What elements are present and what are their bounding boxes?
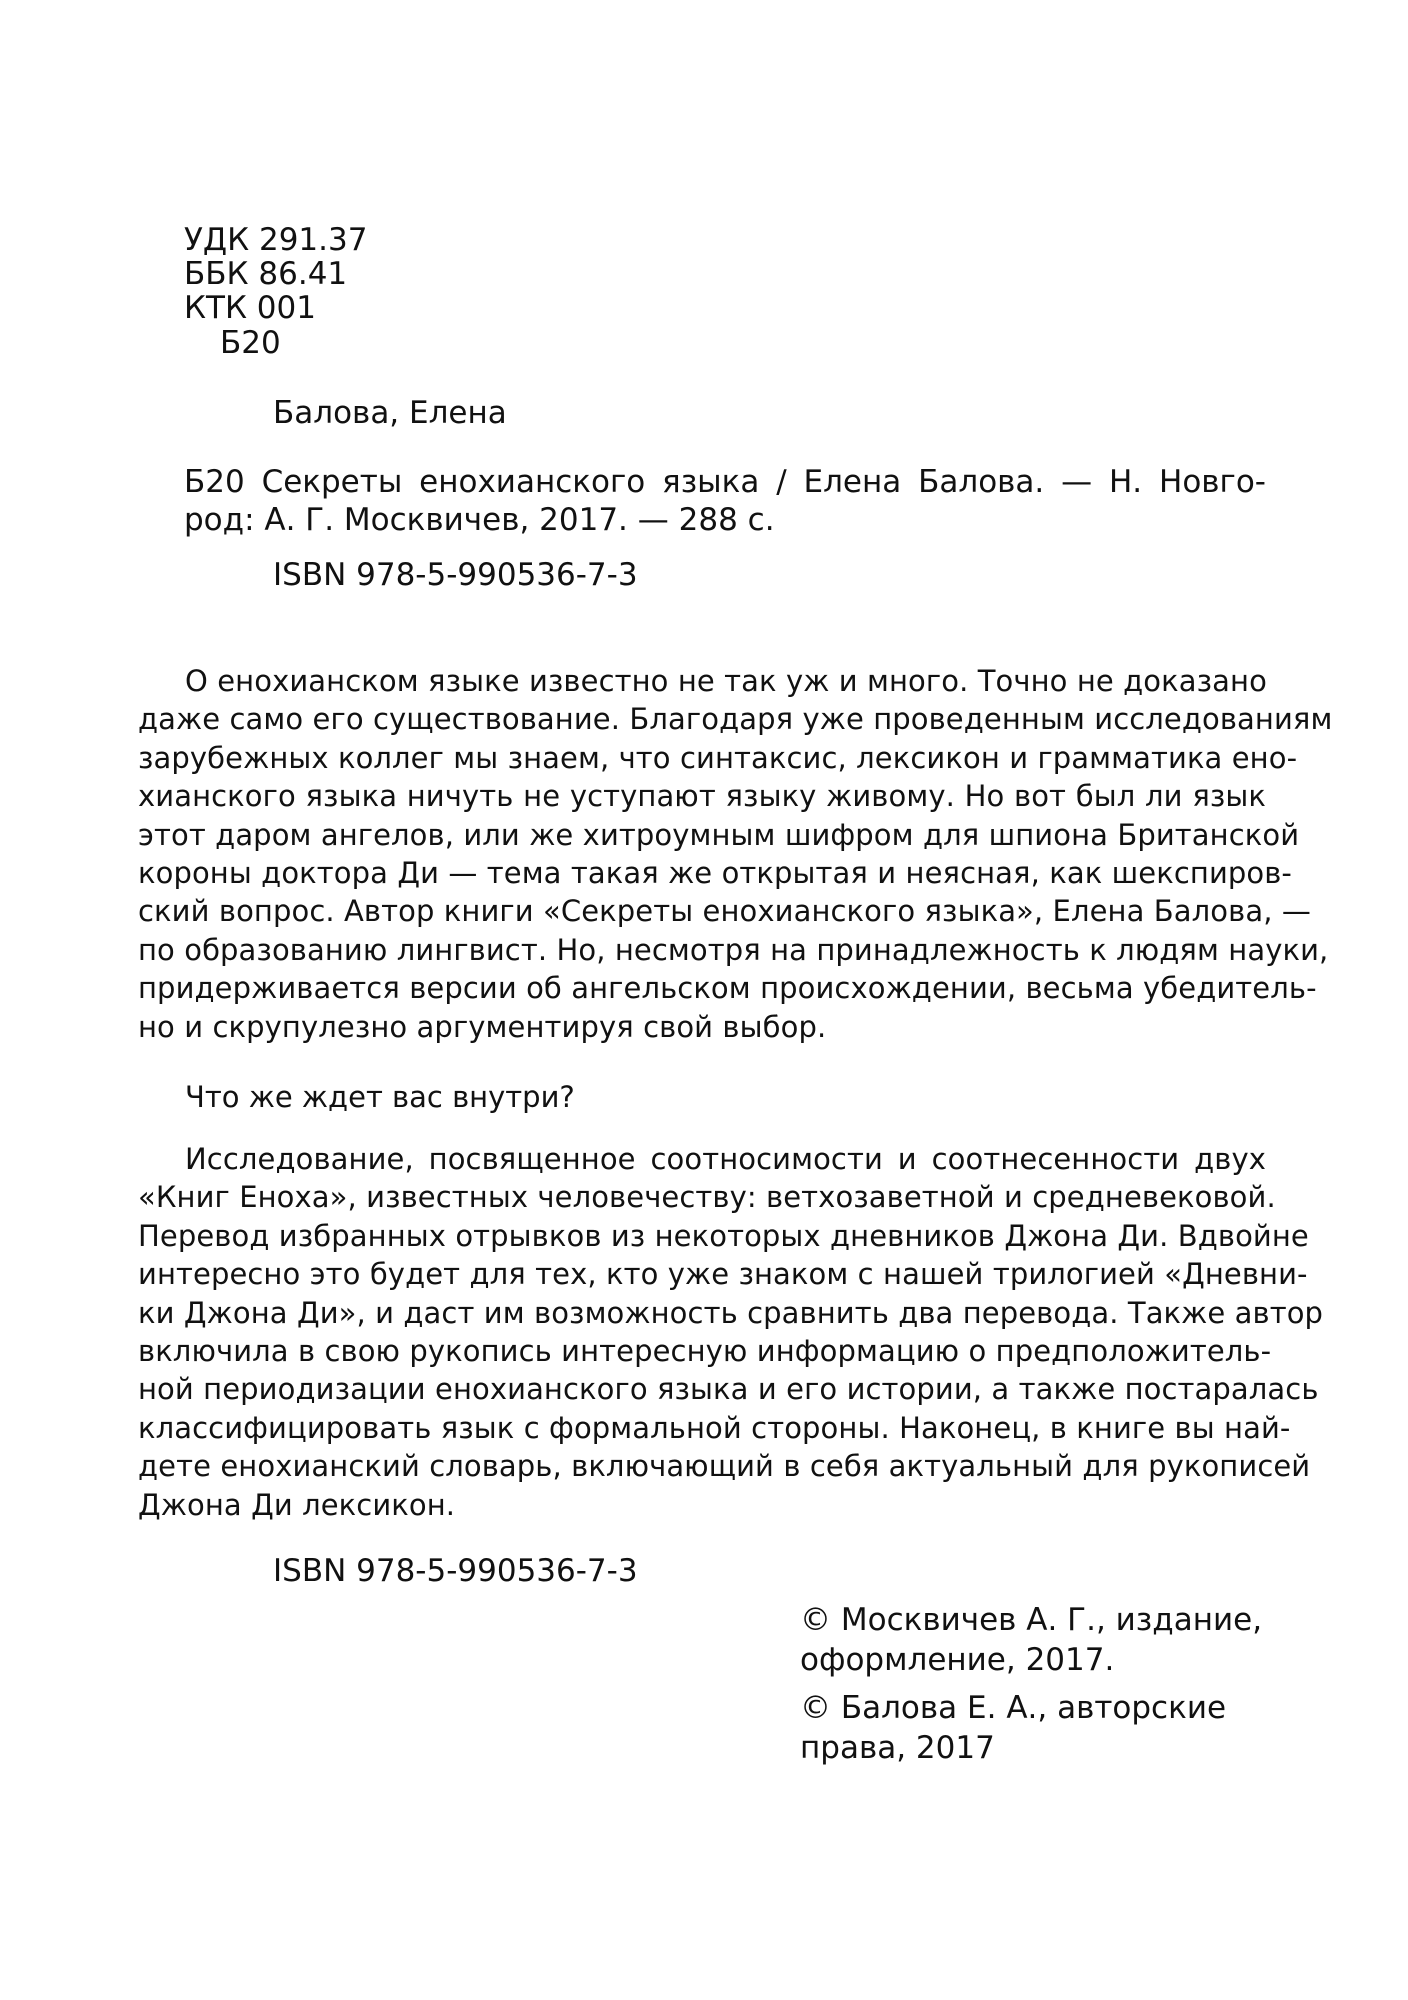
text-line: ки Джона Ди», и даст им возможность сравнить два перевода. Также автор (138, 1295, 1324, 1330)
text-line: Джона Ди лексикон. (138, 1487, 456, 1522)
isbn-record: ISBN 978-5-990536-7-3 (273, 557, 638, 593)
text-line: дете енохианский словарь, включающий в себя актуальный для рукописей (138, 1449, 1311, 1484)
ktk-code: КТК 001 (184, 290, 316, 326)
copyright-line: © Балова Е. А., авторские (800, 1690, 1227, 1726)
bib-line-2: род: А. Г. Москвичев, 2017. — 288 с. (184, 502, 775, 538)
text-line: Перевод избранных отрывков из некоторых дневников Джона Ди. Вдвойне (138, 1218, 1309, 1253)
isbn-footer: ISBN 978-5-990536-7-3 (273, 1553, 638, 1589)
copyright-author (800, 1688, 1226, 1768)
bbk-code: ББК 86.41 (184, 256, 348, 292)
text-line: классифицировать язык с формальной стороны. Наконец, в книге вы най- (138, 1410, 1291, 1445)
text-line: но и скрупулезно аргументируя свой выбор. (138, 1009, 827, 1044)
copyright-publisher (800, 1600, 1262, 1680)
annotation-paragraph-2 (138, 1140, 1324, 1524)
author-mark: Б20 (220, 325, 281, 361)
copyright-line: © Москвичев А. Г., издание, (800, 1602, 1263, 1638)
text-line: этот даром ангелов, или же хитроумным шифром для шпиона Британской (138, 817, 1300, 852)
text-line: «Книг Еноха», известных человечеству: ветхозаветной и средневековой. (138, 1180, 1276, 1215)
classification-codes (184, 222, 368, 362)
bib-line-1: Б20 Секреты енохианского языка / Елена Балова. — Н. Новго- (184, 464, 1266, 500)
author-heading: Балова, Елена (273, 395, 507, 431)
text-line: придерживается версии об ангельском происхождении, весьма убедитель- (138, 971, 1317, 1006)
text-line: Исследование, посвященное соотносимости и соотнесенности двух (185, 1142, 1266, 1176)
udk-code: УДК 291.37 (184, 222, 368, 258)
text-line: включила в свою рукопись интересную информацию о предположитель- (138, 1334, 1272, 1369)
text-line: хианского языка ничуть не уступают языку живому. Но вот был ли язык (138, 779, 1266, 814)
bibliographic-record (184, 463, 1266, 539)
copyright-line: права, 2017 (800, 1730, 995, 1766)
text-line: ский вопрос. Автор книги «Секреты енохианского языка», Елена Балова, — (138, 894, 1311, 929)
copyright-line: оформление, 2017. (800, 1642, 1115, 1678)
text-line: интересно это будет для тех, кто уже знаком с нашей трилогией «Дневни- (138, 1257, 1308, 1292)
text-line: О енохианском языке известно не так уж и много. Точно не доказано (185, 664, 1267, 698)
annotation-paragraph-1 (138, 662, 1333, 1046)
text-line: по образованию лингвист. Но, несмотря на принадлежность к людям науки, (138, 932, 1329, 967)
text-line: даже само его существование. Благодаря уже проведенным исследованиям (138, 702, 1333, 737)
text-line: короны доктора Ди — тема такая же открытая и неясная, как шекспиров- (138, 856, 1292, 891)
text-line: зарубежных коллег мы знаем, что синтаксис, лексикон и грамматика ено- (138, 740, 1298, 775)
text-line: ной периодизации енохианского языка и его истории, а также постаралась (138, 1372, 1319, 1407)
annotation-question: Что же ждет вас внутри? (185, 1080, 575, 1114)
